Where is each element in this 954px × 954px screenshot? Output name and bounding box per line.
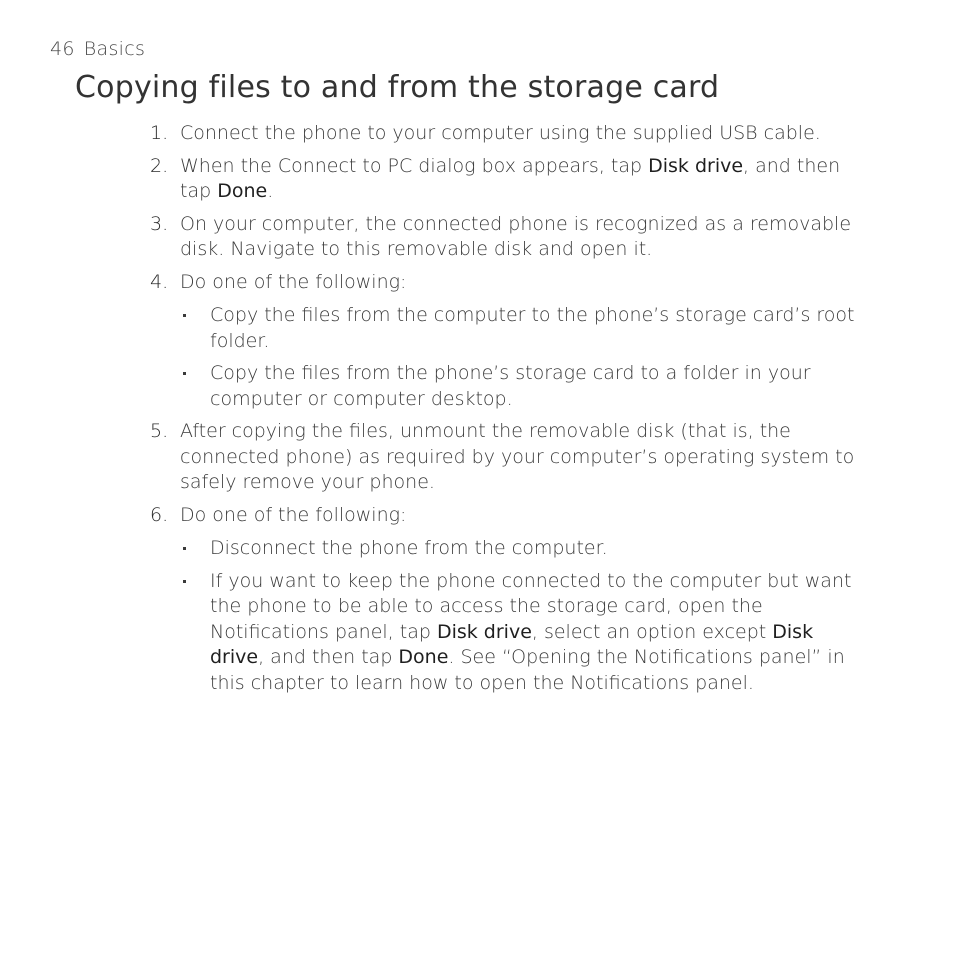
step-text: Do one of the following: bbox=[180, 503, 407, 526]
sub-item bbox=[180, 303, 866, 354]
bullet-icon bbox=[183, 314, 186, 317]
bullet-icon bbox=[183, 580, 186, 583]
text-run: If you want to keep the phone connected to the computer but want the phone to be able to access the storage card, open the Notifications panel, tap bbox=[210, 569, 852, 643]
step-6 bbox=[150, 503, 866, 697]
step-text: Do one of the following: bbox=[180, 270, 407, 293]
step-4 bbox=[150, 270, 866, 413]
step-2 bbox=[150, 154, 866, 205]
sub-item bbox=[180, 569, 866, 697]
sub-item-text: Disconnect the phone from the computer. bbox=[210, 537, 608, 559]
step-1 bbox=[150, 121, 866, 147]
text-run: , select an option except bbox=[531, 620, 773, 643]
ui-term-done: Done bbox=[398, 646, 449, 668]
step-text bbox=[180, 155, 840, 203]
step-text: After copying the files, unmount the removable disk (that is, the connected phone) as required by your computer’s operating system to safely remove your phone. bbox=[180, 420, 855, 493]
step-number: 4. bbox=[150, 270, 169, 293]
step-text: On your computer, the connected phone is recognized as a removable disk. Navigate to this removable disk and open it. bbox=[180, 212, 852, 260]
page-title: Copying files to and from the storage card bbox=[75, 70, 720, 105]
sub-list bbox=[180, 536, 866, 696]
step-number: 5. bbox=[150, 420, 169, 442]
step-number: 3. bbox=[150, 212, 169, 235]
section-name: Basics bbox=[83, 38, 146, 60]
steps-list bbox=[150, 121, 866, 703]
step-text: Connect the phone to your computer using the supplied USB cable. bbox=[180, 122, 821, 144]
text-run: , and then tap bbox=[258, 646, 399, 668]
step-number: 1. bbox=[150, 122, 169, 144]
sub-item bbox=[180, 361, 866, 412]
step-number: 2. bbox=[150, 154, 169, 177]
step-5 bbox=[150, 419, 866, 496]
bullet-icon bbox=[183, 547, 186, 550]
text-run: . bbox=[267, 180, 274, 202]
page-number: 46 bbox=[50, 38, 75, 60]
text-run: When the Connect to PC dialog box appears, tap bbox=[180, 154, 649, 177]
sub-item-text: Copy the files from the computer to the phone’s storage card’s root folder. bbox=[210, 304, 855, 352]
ui-term-disk-drive: Disk drive bbox=[436, 620, 532, 643]
step-3 bbox=[150, 212, 866, 263]
sub-item bbox=[180, 536, 866, 562]
bullet-icon bbox=[183, 372, 186, 375]
ui-term-disk-drive: Disk drive bbox=[648, 154, 744, 177]
ui-term-disk-drive: Disk drive bbox=[210, 620, 814, 668]
page-header bbox=[50, 38, 145, 60]
sub-item-text bbox=[210, 570, 851, 694]
text-run: . See “Opening the Notifications panel” in this chapter to learn how to open the Notifications panel. bbox=[210, 646, 845, 694]
sub-item-text: Copy the files from the phone’s storage card to a folder in your computer or computer desktop. bbox=[210, 362, 811, 410]
ui-term-done: Done bbox=[217, 180, 268, 202]
step-number: 6. bbox=[150, 503, 169, 526]
sub-list bbox=[180, 303, 866, 412]
text-run: , and then tap bbox=[180, 154, 841, 202]
